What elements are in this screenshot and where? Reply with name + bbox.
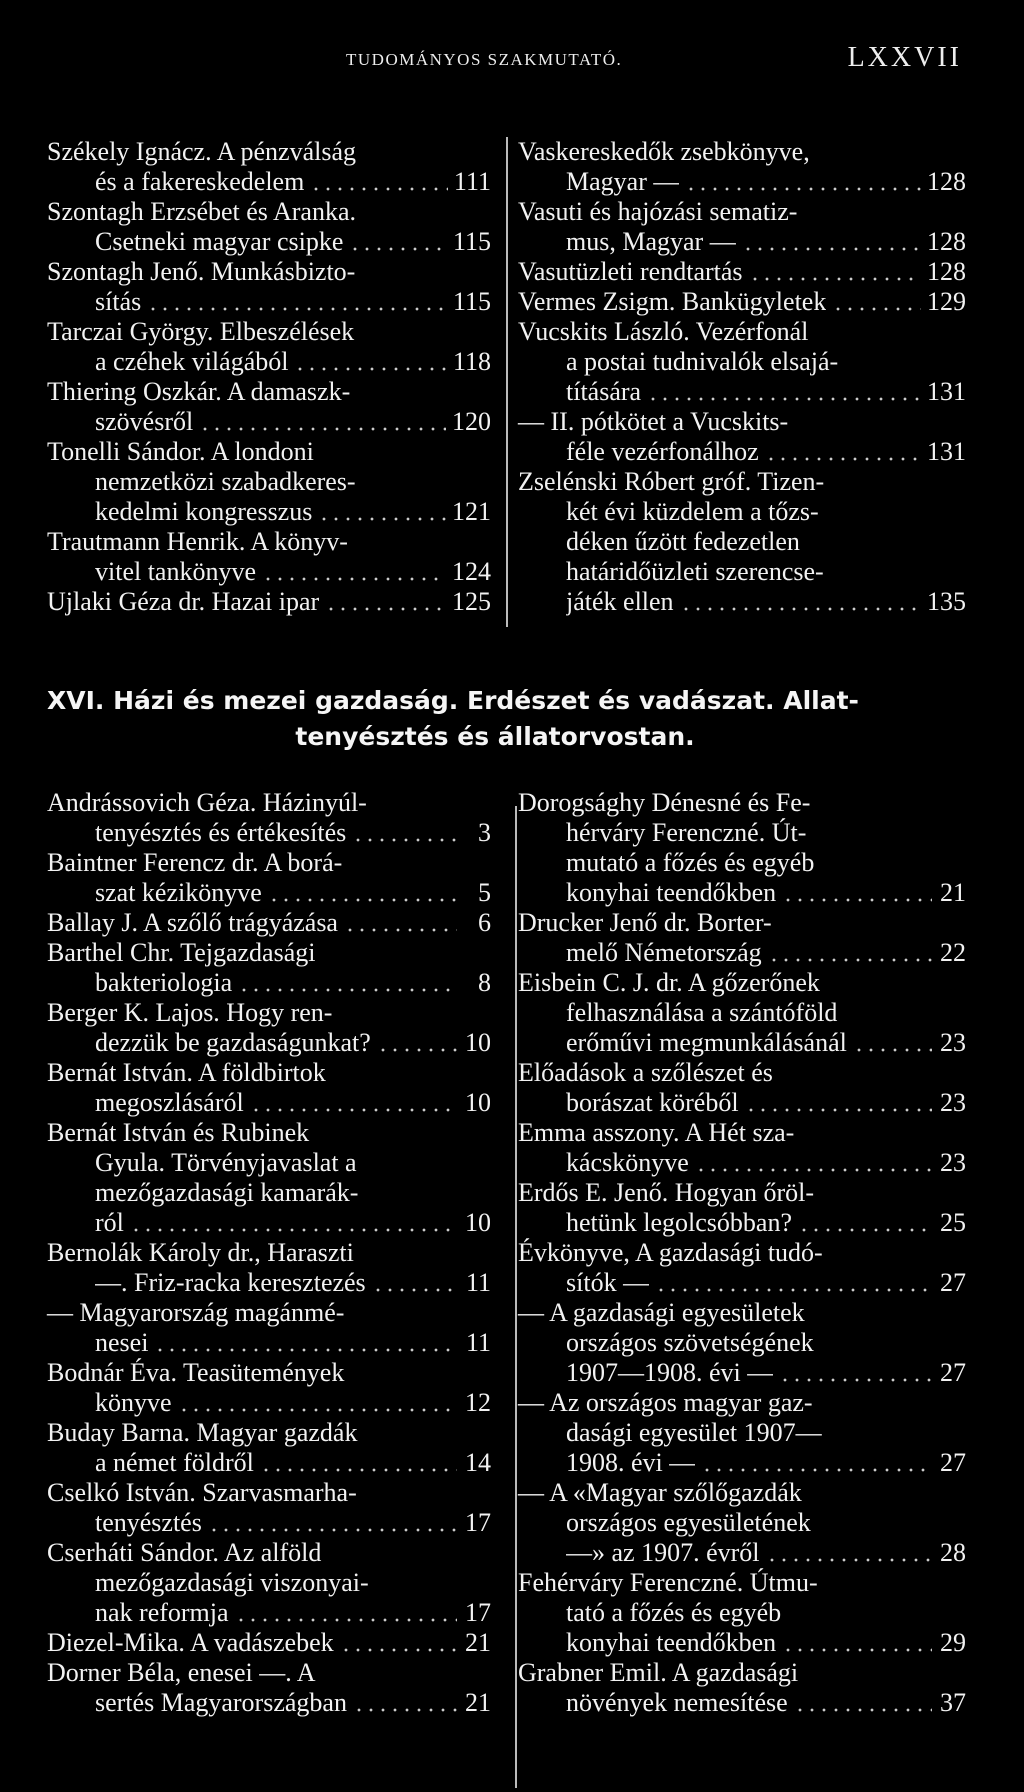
- index-entry-text: szat kézikönyve: [95, 878, 262, 907]
- index-entry: [47, 998, 491, 1058]
- index-page-number: 6: [478, 908, 491, 937]
- index-entry-line: [47, 1388, 491, 1418]
- index-entry: [47, 197, 491, 257]
- index-entry-line: [47, 968, 491, 998]
- index-entry-text: Dorner Béla, enesei —. A: [47, 1658, 316, 1687]
- index-entry-text: Trautmann Henrik. A könyv-: [47, 527, 348, 556]
- index-entry-text: Bernolák Károly dr., Haraszti: [47, 1238, 354, 1267]
- index-entry-line: [47, 1088, 491, 1118]
- index-entry-line: [518, 1538, 966, 1568]
- index-entry-line: [47, 347, 491, 377]
- index-entry-line: [518, 377, 966, 407]
- index-entry: [518, 467, 966, 617]
- index-entry: [518, 908, 966, 968]
- index-entry-line: [47, 908, 491, 938]
- index-entry-text: konyhai teendőkben: [566, 878, 777, 907]
- index-entry: [47, 1418, 491, 1478]
- index-entry-line: [47, 1028, 491, 1058]
- index-entry-text: — A gazdasági egyesületek: [518, 1298, 805, 1327]
- index-entry-line: [47, 1448, 491, 1478]
- index-entry-line: [47, 878, 491, 908]
- leader-dots: [701, 1448, 932, 1478]
- index-entry-line: [518, 1028, 966, 1058]
- section-heading-line: tenyésztés és állatorvostan.: [295, 722, 695, 751]
- index-page-number: 10: [465, 1208, 491, 1237]
- index-entry: [47, 257, 491, 317]
- index-entry-text: 1907—1908. évi —: [566, 1358, 774, 1387]
- index-entry-text: títására: [566, 377, 642, 406]
- index-entry-text: Barthel Chr. Tejgazdasági: [47, 938, 316, 967]
- index-entry: [47, 587, 491, 617]
- index-entry-text: Gyula. Törvényjavaslat a: [95, 1148, 357, 1177]
- leader-dots: [779, 1358, 932, 1388]
- index-entry-line: [518, 167, 966, 197]
- index-column-top-left: [47, 137, 491, 617]
- index-entry: [47, 848, 491, 908]
- index-entry-line: [47, 1628, 491, 1658]
- index-page-number: 27: [940, 1448, 966, 1477]
- index-entry: [518, 788, 966, 908]
- index-entry-text: — Magyarország magánmé-: [47, 1298, 345, 1327]
- index-entry: [47, 1628, 491, 1658]
- index-entry: [518, 1478, 966, 1568]
- index-page-number: 111: [453, 167, 491, 196]
- index-entry-text: kácskönyve: [566, 1148, 689, 1177]
- index-entry-text: Ujlaki Géza dr. Hazai ipar: [47, 587, 320, 616]
- index-entry-text: 1908. évi —: [566, 1448, 696, 1477]
- index-entry-text: féle vezérfonálhoz: [566, 437, 759, 466]
- index-entry-text: sertés Magyarországban: [95, 1688, 347, 1717]
- index-entry: [518, 1298, 966, 1388]
- index-entry-line: [47, 587, 491, 617]
- leader-dots: [766, 1538, 932, 1568]
- index-entry-text: Tonelli Sándor. A londoni: [47, 437, 314, 466]
- index-entry-line: [518, 587, 966, 617]
- index-entry-text: sítók —: [566, 1268, 650, 1297]
- leader-dots: [685, 167, 921, 197]
- index-entry-text: országos szövetségének: [566, 1328, 814, 1357]
- index-entry-text: országos egyesületének: [566, 1508, 811, 1537]
- index-entry-line: [518, 1148, 966, 1178]
- index-entry-text: Cserháti Sándor. Az alföld: [47, 1538, 322, 1567]
- index-entry-text: megoszlásáról: [95, 1088, 244, 1117]
- index-entry-text: borászat köréből: [566, 1088, 739, 1117]
- index-entry-text: Évkönyve, A gazdasági tudó-: [518, 1238, 823, 1267]
- index-entry-text: Előadások a szőlészet és: [518, 1058, 773, 1087]
- index-entry-line: [518, 1628, 966, 1658]
- leader-dots: [372, 1268, 457, 1298]
- index-entry: [518, 1238, 966, 1298]
- index-entry: [47, 1238, 491, 1298]
- leader-dots: [294, 347, 447, 377]
- index-column-bottom-right: [518, 788, 966, 1718]
- leader-dots: [325, 587, 446, 617]
- index-entry-text: Diezel-Mika. A vadászebek: [47, 1628, 334, 1657]
- index-page-number: 8: [478, 968, 491, 997]
- index-column-top-right: [518, 137, 966, 617]
- leader-dots: [208, 1508, 457, 1538]
- index-entry-text: Szontagh Erzsébet és Aranka.: [47, 197, 357, 226]
- index-entry-text: Dorogsághy Dénesné és Fe-: [518, 788, 811, 817]
- page-header: [0, 40, 1024, 80]
- index-entry-text: tenyésztés és értékesítés: [95, 818, 347, 847]
- index-page-number: 12: [465, 1388, 491, 1417]
- index-entry-text: Szontagh Jenő. Munkásbizto-: [47, 257, 356, 286]
- index-entry: [518, 197, 966, 257]
- index-page-number: 10: [465, 1028, 491, 1057]
- index-entry-line: [47, 818, 491, 848]
- index-entry: [47, 527, 491, 587]
- leader-dots: [199, 407, 446, 437]
- index-entry: [47, 908, 491, 938]
- index-entry-text: kedelmi kongresszus: [95, 497, 313, 526]
- index-entry: [47, 317, 491, 377]
- leader-dots: [268, 878, 457, 908]
- leader-dots: [235, 1598, 457, 1628]
- index-entry-text: melő Németország: [566, 938, 762, 967]
- column-divider: [515, 806, 517, 1788]
- index-entry-text: játék ellen: [566, 587, 674, 616]
- index-entry-text: sítás: [95, 287, 142, 316]
- index-entry-text: nak reformja: [95, 1598, 229, 1627]
- index-entry-text: a postai tudnivalók elsajá-: [566, 347, 839, 376]
- index-page-number: 115: [452, 227, 491, 256]
- index-entry-line: [518, 1208, 966, 1238]
- leader-dots: [352, 818, 457, 848]
- leader-dots: [794, 1688, 932, 1718]
- leader-dots: [798, 1208, 932, 1238]
- index-entry-line: [518, 1268, 966, 1298]
- index-entry: [518, 317, 966, 407]
- index-entry-text: Andrássovich Géza. Házinyúl-: [47, 788, 367, 817]
- index-entry: [47, 1058, 491, 1118]
- index-entry: [47, 437, 491, 527]
- index-entry-text: ról: [95, 1208, 124, 1237]
- index-entry-text: Fehérváry Ferenczné. Útmu-: [518, 1568, 818, 1597]
- leader-dots: [147, 287, 447, 317]
- index-entry-text: Buday Barna. Magyar gazdák: [47, 1418, 358, 1447]
- index-entry-text: Drucker Jenő dr. Borter-: [518, 908, 772, 937]
- index-entry-text: dasági egyesület 1907—: [566, 1418, 822, 1447]
- index-entry: [518, 1118, 966, 1178]
- index-entry-text: Bernát István. A földbirtok: [47, 1058, 326, 1087]
- index-entry-line: [47, 1208, 491, 1238]
- leader-dots: [832, 287, 921, 317]
- index-entry-text: a német földről: [95, 1448, 254, 1477]
- index-page-number: 124: [452, 557, 491, 586]
- index-entry-text: dezzük be gazdaságunkat?: [95, 1028, 371, 1057]
- index-entry: [47, 788, 491, 848]
- leader-dots: [749, 257, 921, 287]
- index-entry-line: [47, 497, 491, 527]
- index-entry-line: [518, 437, 966, 467]
- index-entry-text: —. Friz-racka keresztezés: [95, 1268, 366, 1297]
- index-page-number: 28: [940, 1538, 966, 1567]
- index-entry-text: bakteriologia: [95, 968, 233, 997]
- leader-dots: [344, 908, 457, 938]
- index-page-number: 25: [940, 1208, 966, 1237]
- index-entry-text: Tarczai György. Elbeszélések: [47, 317, 355, 346]
- index-entry-text: Baintner Ferencz dr. A borá-: [47, 848, 343, 877]
- index-entry-line: [47, 1598, 491, 1628]
- index-page-number: 17: [465, 1598, 491, 1627]
- index-entry-text: Emma asszony. A Hét sza-: [518, 1118, 795, 1147]
- index-entry-text: tató a főzés és egyéb: [566, 1598, 782, 1627]
- index-entry-text: Vermes Zsigm. Bankügyletek: [518, 287, 827, 316]
- index-page-number: 128: [927, 227, 966, 256]
- index-entry-line: [518, 1448, 966, 1478]
- index-entry-line: [47, 557, 491, 587]
- leader-dots: [250, 1088, 457, 1118]
- index-page-number: 129: [927, 287, 966, 316]
- index-entry-line: [518, 878, 966, 908]
- leader-dots: [742, 227, 921, 257]
- index-entry: [518, 287, 966, 317]
- index-entry: [518, 1388, 966, 1478]
- index-entry: [47, 1478, 491, 1538]
- index-page-number: 115: [452, 287, 491, 316]
- leader-dots: [130, 1208, 457, 1238]
- column-divider: [506, 137, 508, 627]
- index-page-number: 118: [452, 347, 491, 376]
- section-heading: [47, 683, 977, 755]
- index-entry-line: [518, 938, 966, 968]
- index-entry: [47, 1658, 491, 1718]
- index-page-number: 128: [927, 257, 966, 286]
- index-page-number: 10: [465, 1088, 491, 1117]
- index-entry-text: Vasutüzleti rendtartás: [518, 257, 743, 286]
- index-entry-line: [518, 1358, 966, 1388]
- leader-dots: [655, 1268, 932, 1298]
- index-entry-line: [47, 287, 491, 317]
- index-entry-text: Berger K. Lajos. Hogy ren-: [47, 998, 333, 1027]
- index-page-number: 125: [452, 587, 491, 616]
- index-page-number: 17: [465, 1508, 491, 1537]
- index-entry-text: felhasználása a szántóföld: [566, 998, 838, 1027]
- index-entry-text: Ballay J. A szőlő trágyázása: [47, 908, 338, 937]
- index-entry-line: [47, 407, 491, 437]
- leader-dots: [768, 938, 932, 968]
- index-entry-text: Magyar —: [566, 167, 680, 196]
- index-entry-text: — A «Magyar szőlőgazdák: [518, 1478, 802, 1507]
- leader-dots: [695, 1148, 932, 1178]
- index-entry: [518, 1178, 966, 1238]
- index-page-number: 131: [927, 377, 966, 406]
- index-entry-text: Vaskereskedők zsebkönyve,: [518, 137, 810, 166]
- index-entry-line: [47, 1268, 491, 1298]
- leader-dots: [745, 1088, 932, 1118]
- index-entry-text: mezőgazdasági viszonyai-: [95, 1568, 369, 1597]
- index-column-bottom-left: [47, 788, 491, 1718]
- index-page-number: 21: [465, 1628, 491, 1657]
- index-entry-text: Bernát István és Rubinek: [47, 1118, 310, 1147]
- index-page-number: 23: [940, 1088, 966, 1117]
- section-heading-line: XVI. Házi és mezei gazdaság. Erdészet és vadászat. Allat-: [47, 686, 859, 715]
- index-entry-text: Bodnár Éva. Teasütemények: [47, 1358, 345, 1387]
- index-page-number: 27: [940, 1358, 966, 1387]
- leader-dots: [318, 497, 446, 527]
- index-entry-text: déken űzött fedezetlen: [566, 527, 800, 556]
- index-entry-text: a czéhek világából: [95, 347, 289, 376]
- index-page-number: 21: [465, 1688, 491, 1717]
- index-entry-line: [518, 257, 966, 287]
- index-entry-text: Eisbein C. J. dr. A gőzerőnek: [518, 968, 820, 997]
- index-page-number: 3: [478, 818, 491, 847]
- index-entry-text: Vasuti és hajózási sematiz-: [518, 197, 798, 226]
- index-entry-text: Zselénski Róbert gróf. Tizen-: [518, 467, 825, 496]
- index-entry-text: nesei: [95, 1328, 149, 1357]
- index-entry-text: Vucskits László. Vezérfonál: [518, 317, 809, 346]
- index-entry: [47, 1538, 491, 1628]
- leader-dots: [353, 1688, 457, 1718]
- index-entry-line: [47, 1328, 491, 1358]
- index-entry-line: [518, 1088, 966, 1118]
- leader-dots: [178, 1388, 457, 1418]
- index-entry-text: két évi küzdelem a tőzs-: [566, 497, 819, 526]
- index-entry-text: könyve: [95, 1388, 172, 1417]
- index-entry-line: [518, 287, 966, 317]
- index-entry-text: hetünk legolcsóbban?: [566, 1208, 792, 1237]
- leader-dots: [782, 1628, 932, 1658]
- index-entry-text: erőművi megmunkálásánál: [566, 1028, 847, 1057]
- index-entry-text: — II. pótkötet a Vucskits-: [518, 407, 789, 436]
- index-entry-line: [47, 167, 491, 197]
- index-entry-text: határidőüzleti szerencse-: [566, 557, 824, 586]
- leader-dots: [310, 167, 448, 197]
- index-entry-line: [518, 1688, 966, 1718]
- index-page-number: 23: [940, 1028, 966, 1057]
- index-entry-line: [518, 227, 966, 257]
- index-entry-text: Thiering Oszkár. A damaszk-: [47, 377, 351, 406]
- index-entry-text: hérváry Ferenczné. Út-: [566, 818, 807, 847]
- index-entry-text: Grabner Emil. A gazdasági: [518, 1658, 799, 1687]
- index-page-number: 135: [927, 587, 966, 616]
- leader-dots: [680, 587, 921, 617]
- index-entry-text: Cselkó István. Szarvasmarha-: [47, 1478, 357, 1507]
- index-entry-text: —» az 1907. évről: [566, 1538, 760, 1567]
- index-entry-text: — Az országos magyar gaz-: [518, 1388, 813, 1417]
- index-page-number: 23: [940, 1148, 966, 1177]
- index-page-number: 22: [940, 938, 966, 967]
- index-entry-text: növények nemesítése: [566, 1688, 788, 1717]
- index-page-number: 131: [927, 437, 966, 466]
- index-page-number: 120: [452, 407, 491, 436]
- leader-dots: [238, 968, 457, 998]
- index-entry-text: tenyésztés: [95, 1508, 202, 1537]
- index-entry: [518, 137, 966, 197]
- leader-dots: [262, 557, 446, 587]
- index-entry-text: és a fakereskedelem: [95, 167, 305, 196]
- index-entry-text: Csetneki magyar csipke: [95, 227, 344, 256]
- index-entry: [518, 407, 966, 467]
- index-entry-text: Székely Ignácz. A pénzválság: [47, 137, 356, 166]
- index-page-number: 128: [927, 167, 966, 196]
- leader-dots: [377, 1028, 457, 1058]
- leader-dots: [349, 227, 447, 257]
- index-page-number: 121: [452, 497, 491, 526]
- index-entry: [47, 1118, 491, 1238]
- index-entry: [518, 1058, 966, 1118]
- index-entry: [518, 1658, 966, 1718]
- index-entry-text: mutató a főzés és egyéb: [566, 848, 815, 877]
- index-entry: [518, 1568, 966, 1658]
- index-entry-text: mus, Magyar —: [566, 227, 736, 256]
- index-entry-text: konyhai teendőkben: [566, 1628, 777, 1657]
- index-page-number: 14: [465, 1448, 491, 1477]
- index-entry-line: [47, 1508, 491, 1538]
- index-page-number: 11: [465, 1328, 491, 1357]
- index-entry-text: vitel tankönyve: [95, 557, 257, 586]
- index-entry: [47, 137, 491, 197]
- index-entry: [518, 968, 966, 1058]
- index-entry-line: [47, 1688, 491, 1718]
- index-page-number: 27: [940, 1268, 966, 1297]
- page-number: LXXVII: [847, 42, 962, 73]
- index-page-number: 37: [940, 1688, 966, 1717]
- index-entry: [47, 1298, 491, 1358]
- index-entry: [47, 1358, 491, 1418]
- index-page-number: 21: [940, 878, 966, 907]
- leader-dots: [154, 1328, 457, 1358]
- index-page-number: 11: [465, 1268, 491, 1297]
- leader-dots: [647, 377, 921, 407]
- index-entry-text: Erdős E. Jenő. Hogyan őröl-: [518, 1178, 815, 1207]
- index-entry-text: szövésről: [95, 407, 194, 436]
- leader-dots: [765, 437, 921, 467]
- index-page-number: 29: [940, 1628, 966, 1657]
- index-entry-line: [47, 227, 491, 257]
- leader-dots: [782, 878, 932, 908]
- index-page-number: 5: [478, 878, 491, 907]
- leader-dots: [853, 1028, 932, 1058]
- index-entry: [518, 257, 966, 287]
- index-entry-text: mezőgazdasági kamarák-: [95, 1178, 359, 1207]
- index-entry: [47, 938, 491, 998]
- index-entry-text: nemzetközi szabadkeres-: [95, 467, 356, 496]
- index-entry: [47, 377, 491, 437]
- leader-dots: [260, 1448, 457, 1478]
- running-title: TUDOMÁNYOS SZAKMUTATÓ.: [346, 50, 623, 69]
- leader-dots: [340, 1628, 457, 1658]
